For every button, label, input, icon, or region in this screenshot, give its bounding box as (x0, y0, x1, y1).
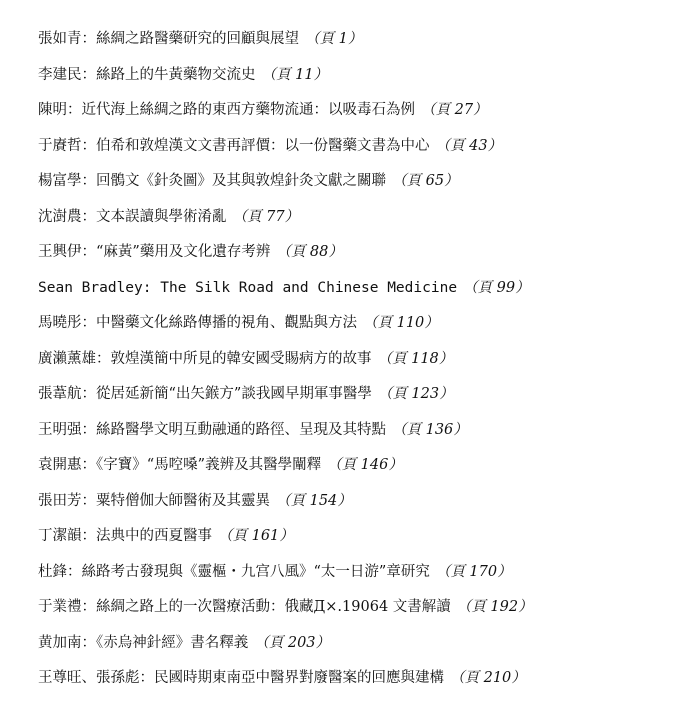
entry-title: 民國時期東南亞中醫界對廢醫案的回應與建構 (154, 670, 444, 686)
entry-author: 于業禮 (38, 599, 82, 615)
entry-title: 從居延新簡“出矢鍭方”談我國早期軍事醫學 (96, 386, 372, 402)
entry-title: 法典中的西夏醫事 (96, 528, 212, 544)
entry-title: 中醫藥文化絲路傳播的視角、觀點與方法 (96, 315, 357, 331)
entry-page: （頁 27） (421, 102, 488, 118)
entry-separator: ： (67, 102, 82, 118)
entry-title: 回鶻文《針灸圖》及其與敦煌針灸文獻之關聯 (96, 173, 386, 189)
entry-separator: ： (81, 492, 96, 509)
entry-page: （頁 170） (435, 563, 512, 580)
entry-page: （頁 88） (276, 244, 343, 260)
entry-page: （頁 161） (218, 528, 294, 544)
entry-author: 馬曉彤 (38, 315, 82, 331)
entry-title: 絲綢之路醫藥研究的回顧與展望 (96, 31, 299, 47)
entry-title: 粟特僧伽大師醫術及其靈異 (96, 492, 270, 509)
toc-entry (38, 523, 668, 559)
entry-author: 袁開惠 (38, 457, 82, 473)
entry-page: （頁 1） (305, 31, 363, 47)
entry-page: （頁 11） (261, 66, 329, 83)
entry-author: 沈澍農 (38, 208, 82, 225)
entry-author: 張如青 (38, 31, 82, 47)
entry-page: （頁 123） (377, 386, 454, 402)
toc-entry (38, 310, 668, 346)
entry-title: 絲路醫學文明互動融通的路徑、呈現及其特點 (96, 421, 386, 438)
toc-entry (38, 97, 668, 133)
toc-entry (38, 594, 668, 630)
table-of-contents (38, 26, 668, 701)
entry-separator: ： (81, 634, 96, 651)
entry-author: 楊富學 (38, 173, 82, 189)
entry-title: “麻黃”藥用及文化遺存考辨 (96, 244, 271, 260)
entry-separator: ： (81, 386, 96, 402)
entry-author: 王明强 (38, 421, 82, 438)
entry-separator: ： (81, 31, 96, 47)
toc-entry (38, 346, 668, 382)
entry-separator: ： (81, 599, 96, 615)
toc-entry (38, 62, 668, 98)
entry-separator: ： (96, 350, 111, 367)
toc-entry (38, 559, 668, 595)
toc-entry (38, 26, 668, 62)
entry-author: 丁潔韻 (38, 528, 82, 544)
entry-separator: ： (81, 315, 96, 331)
entry-separator: ： (81, 66, 96, 83)
entry-separator: : (142, 279, 152, 296)
toc-entry (38, 239, 668, 275)
entry-separator: ： (81, 173, 96, 189)
entry-author: 張田芳 (38, 492, 82, 509)
entry-author: 陳明 (38, 102, 67, 118)
entry-separator: ： (81, 208, 96, 225)
entry-page: （頁 118） (377, 350, 454, 367)
entry-page: （頁 203） (254, 634, 331, 651)
entry-title: 絲路上的牛黃藥物交流史 (96, 66, 256, 83)
entry-title: 絲路考古發現與《靈樞・九宫八風》“太一日游”章研究 (81, 563, 430, 580)
entry-author: Sean Bradley (38, 279, 143, 296)
toc-entry (38, 133, 668, 169)
entry-page: （頁 192） (456, 599, 533, 615)
entry-separator: ： (81, 528, 96, 544)
entry-page: （頁 65） (392, 173, 459, 189)
entry-title: 敦煌漢簡中所見的韓安國受賜病方的故事 (110, 350, 372, 367)
entry-author: 李建民 (38, 66, 82, 83)
entry-title: 伯希和敦煌漢文文書再評價：以一份醫藥文書為中心 (96, 137, 430, 154)
entry-author: 張葦航 (38, 386, 82, 402)
toc-entry (38, 381, 668, 417)
toc-entry (38, 168, 668, 204)
entry-page: （頁 136） (392, 421, 468, 438)
entry-author: 廣瀨薰雄 (38, 350, 96, 367)
entry-page: （頁 146） (327, 457, 403, 473)
toc-entry (38, 417, 668, 453)
toc-entry (38, 204, 668, 240)
entry-title: 《字寶》“馬啌嗓”義辨及其醫學闡釋 (96, 457, 322, 473)
entry-title: The Silk Road and Chinese Medicine (160, 279, 458, 296)
entry-title: 近代海上絲綢之路的東西方藥物流通：以吸毒石為例 (81, 102, 415, 118)
entry-page: （頁 110） (363, 315, 439, 331)
toc-entry (38, 275, 668, 311)
entry-author: 黄加南 (38, 634, 82, 651)
entry-title: 絲綢之路上的一次醫療活動：俄藏Д×.19064 文書解讀 (96, 599, 451, 615)
entry-page: （頁 43） (435, 137, 503, 154)
entry-separator: ： (67, 563, 82, 580)
entry-page: （頁 77） (232, 208, 300, 225)
toc-entry (38, 630, 668, 666)
entry-separator: ： (81, 244, 96, 260)
entry-separator: ： (81, 457, 96, 473)
entry-page: （頁 99） (463, 279, 530, 296)
entry-page: （頁 210） (450, 670, 526, 686)
toc-entry (38, 452, 668, 488)
toc-entry (38, 665, 668, 701)
entry-author: 王尊旺、張孫彪 (38, 670, 140, 686)
entry-separator: ： (81, 421, 96, 438)
entry-author: 王興伊 (38, 244, 82, 260)
entry-author: 杜鋒 (38, 563, 67, 580)
entry-title: 《赤烏神針經》書名釋義 (96, 634, 249, 651)
entry-author: 于賡哲 (38, 137, 82, 154)
entry-title: 文本誤讀與學術淆亂 (96, 208, 227, 225)
entry-page: （頁 154） (276, 492, 352, 509)
toc-entry (38, 488, 668, 524)
entry-separator: ： (139, 670, 154, 686)
entry-separator: ： (81, 137, 96, 154)
